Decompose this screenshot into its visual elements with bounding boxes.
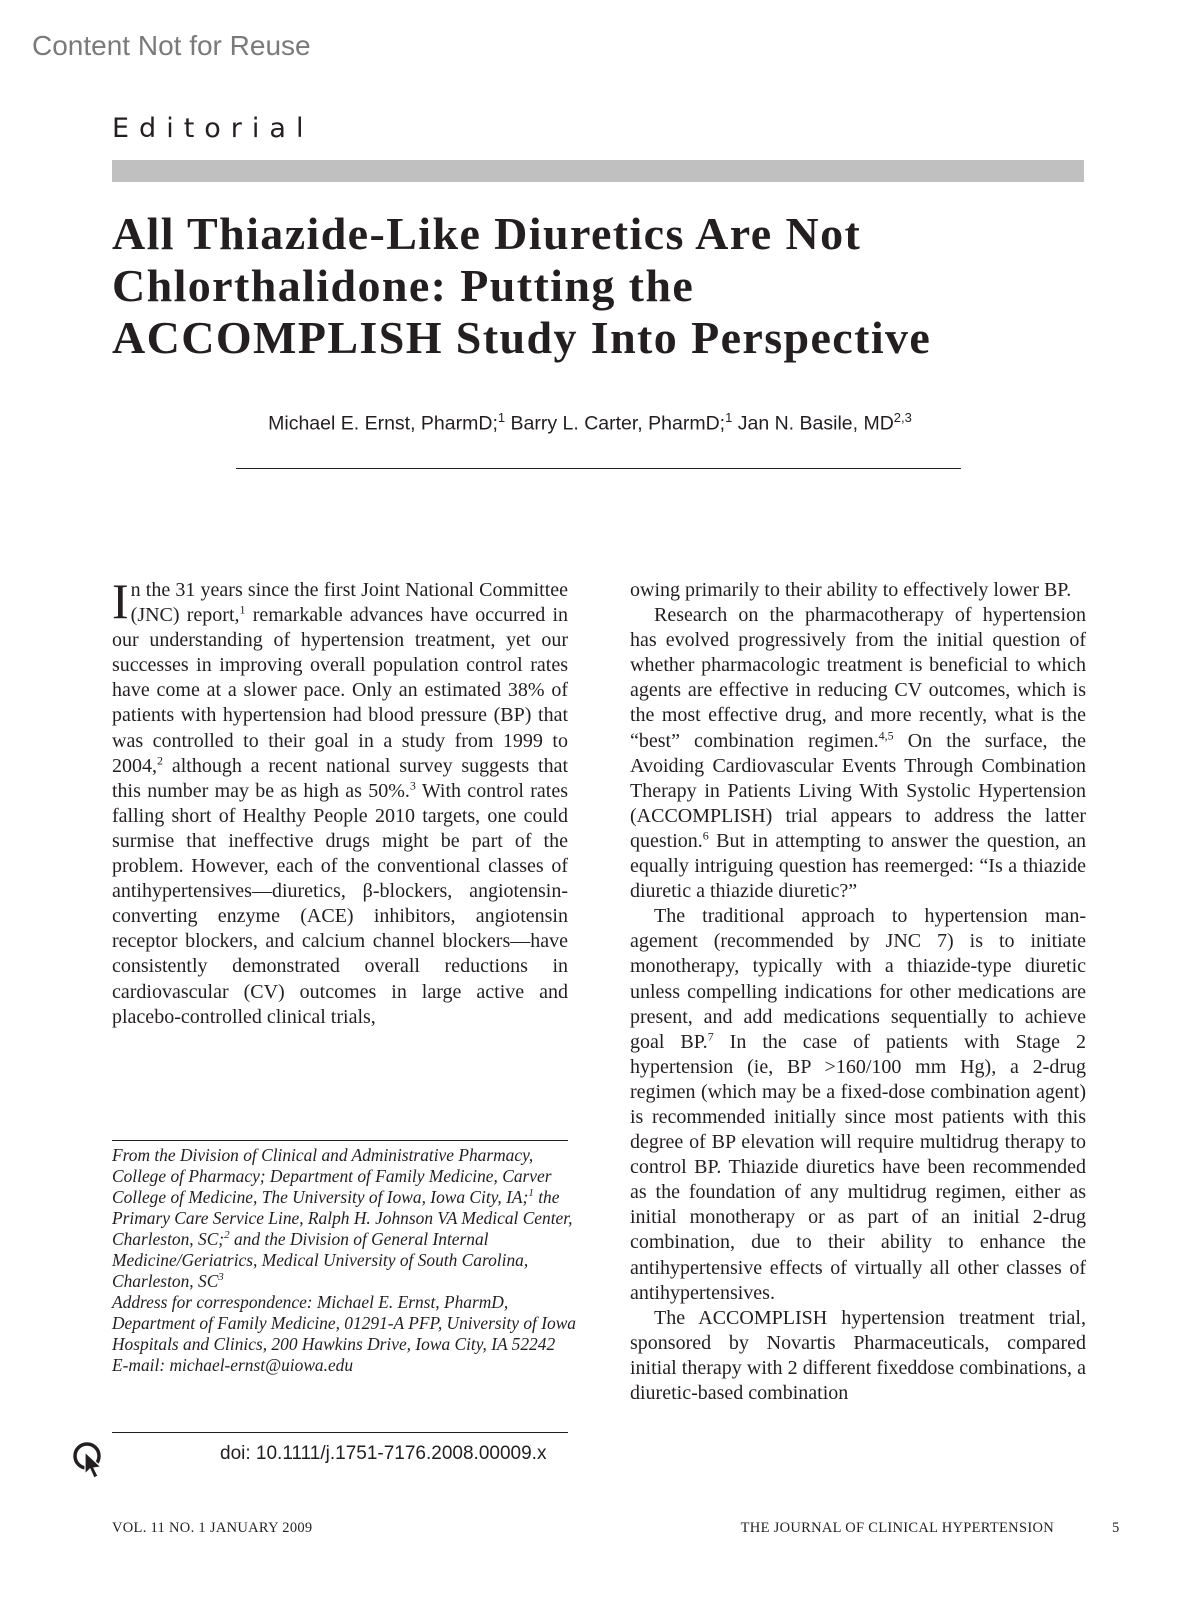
affiliation-mark: 2 — [224, 1229, 230, 1242]
reference-mark: 4,5 — [878, 727, 894, 742]
body-column-left — [112, 573, 568, 1030]
footnote-divider — [112, 1432, 568, 1433]
text-run: remarkable advances have occurred in our understanding of hypertension treatment, yet our successes in improving overall population control rates have come at a slower pace. Only an estimated 38% of patients with hypertension had blood pressure (BP) that was controlled to their goal in a study from 1999 to 2004, — [112, 604, 568, 777]
paragraph — [630, 904, 1086, 1306]
text-run: But in attempting to answer the question, an equally intriguing question has reemerged: “Is a thiazide diuretic a thiazide diuretic?” — [630, 829, 1086, 903]
issue-info: VOL. 11 NO. 1 JANUARY 2009 — [112, 1520, 313, 1536]
section-label: Editorial — [112, 113, 314, 144]
text-run: With control rates falling short of Healthy People 2010 targets, one could surmise that ineffective drugs might be part of the problem. However, each of the conventional classes of antihypertensives—diuretics, β-blockers, angiotensin-converting enzyme (ACE) inhibitors, angiotensin receptor blockers, and calcium channel blockers—have consistently demonstrated overall reductions in cardiovascular (CV) outcomes in large active and placebo-controlled clinical trials, — [112, 779, 568, 1028]
text-run: the Primary Care Service Line, Ralph H. Johnson VA Medical Center, Charleston, SC; — [112, 1187, 573, 1249]
journal-name: THE JOURNAL OF CLINICAL HYPERTENSION — [740, 1520, 1054, 1536]
correspondence-address: Address for correspondence: Michael E. Ernst, PharmD, Department of Family Medicine, 01291-A PFP, University of Iowa Hospitals and Clinics, 200 Hawkins Drive, Iowa City, IA 52242 — [112, 1292, 576, 1354]
affiliation-mark: 1 — [528, 1187, 534, 1200]
reference-mark: 6 — [702, 828, 709, 843]
affiliation-text — [112, 1145, 582, 1292]
text-run: Research on the pharmacotherapy of hypertension has evolved progressively from the initial question of whether pharmacologic treatment is beneficial to which agents are effective in reducing CV outcomes, which is the most effective drug, and more recently, what is the “best” combination regimen. — [630, 604, 1086, 752]
text-run: n the 31 years since the first Joint National Committee (JNC) report, — [130, 579, 568, 627]
paragraph: The ACCOMPLISH hypertension treatment trial, sponsored by Novartis Pharmaceuticals, compared initial therapy with 2 different fixeddose combinations, a diuretic-based combination — [630, 1306, 1086, 1404]
section-divider-bar — [112, 160, 1084, 182]
title-line: All Thiazide-Like Diuretics Are Not — [112, 208, 862, 259]
doi-link[interactable]: doi: 10.1111/j.1751-7176.2008.00009.x — [220, 1443, 547, 1464]
text-run: although a recent national survey suggests that this number may be as high as 50%. — [112, 754, 568, 802]
title-line: ACCOMPLISH Study Into Perspective — [112, 312, 932, 363]
article-title — [112, 208, 1072, 364]
author-name: Barry L. Carter, PharmD; — [510, 412, 726, 435]
correspondence-email[interactable]: E-mail: michael-ernst@uiowa.edu — [112, 1355, 354, 1375]
reference-mark: 2 — [157, 753, 163, 767]
cursor-circle-icon — [72, 1441, 106, 1479]
text-run: On the surface, the Avoiding Cardiovascular Events Through Combination Therapy in Patients Living With Systolic Hypertension (ACCOMPLISH) trial appears to address the latter question. — [630, 729, 1086, 852]
watermark: Content Not for Reuse — [32, 30, 311, 61]
author-affiliation: 1 — [497, 410, 506, 425]
reference-mark: 3 — [409, 778, 416, 793]
affiliation-footnote — [112, 1145, 582, 1376]
text-run: and the Division of General Internal Medicine/Geriatrics, Medical University of South Carolina, Charleston, SC — [112, 1229, 529, 1291]
author-name: Jan N. Basile, MD — [737, 412, 894, 435]
title-line: Chlorthalidone: Putting the — [112, 260, 695, 311]
footnote-divider — [112, 1140, 568, 1141]
text-run: From the Division of Clinical and Administrative Pharmacy, College of Pharmacy; Department of Family Medicine, Carver College of Medicine, The University of Iowa, Iowa City, IA; — [112, 1145, 552, 1207]
author-affiliation: 2,3 — [893, 410, 912, 425]
body-column-right — [630, 578, 1086, 1406]
author-affiliation: 1 — [725, 410, 733, 425]
paragraph — [112, 573, 568, 1030]
text-run: In the case of patients with Stage 2 hypertension (ie, BP >160/100 mm Hg), a 2-drug regimen (which may be a fixed-dose combination agent) is recommended initially since most patients with this degree of BP elevation will require multidrug therapy to control BP. Thiazide diuretics have been recommended as the foundation of any multidrug regimen, either as initial monotherapy or as part of an initial 2-drug combination, due to their ability to enhance the antihypertensive effects of virtually all other classes of antihypertensives. — [630, 1030, 1086, 1304]
affiliation-mark: 3 — [218, 1271, 224, 1284]
author-list — [160, 410, 1020, 436]
author-divider — [236, 468, 961, 469]
text-run: The traditional approach to hypertension management (recommended by JNC 7) is to initiate monotherapy, typically with a thiazide-type diuretic unless compelling indications for other medications are present, and add medications sequentially to achieve goal BP. — [630, 905, 1086, 1053]
page-number: 5 — [1112, 1520, 1120, 1536]
reference-mark: 7 — [707, 1029, 714, 1044]
drop-cap: I — [112, 573, 129, 629]
paragraph: owing primarily to their ability to effectively lower BP. — [630, 579, 1072, 601]
paragraph — [630, 603, 1086, 904]
author-name: Michael E. Ernst, PharmD; — [268, 412, 498, 435]
reference-mark: 1 — [239, 602, 246, 617]
